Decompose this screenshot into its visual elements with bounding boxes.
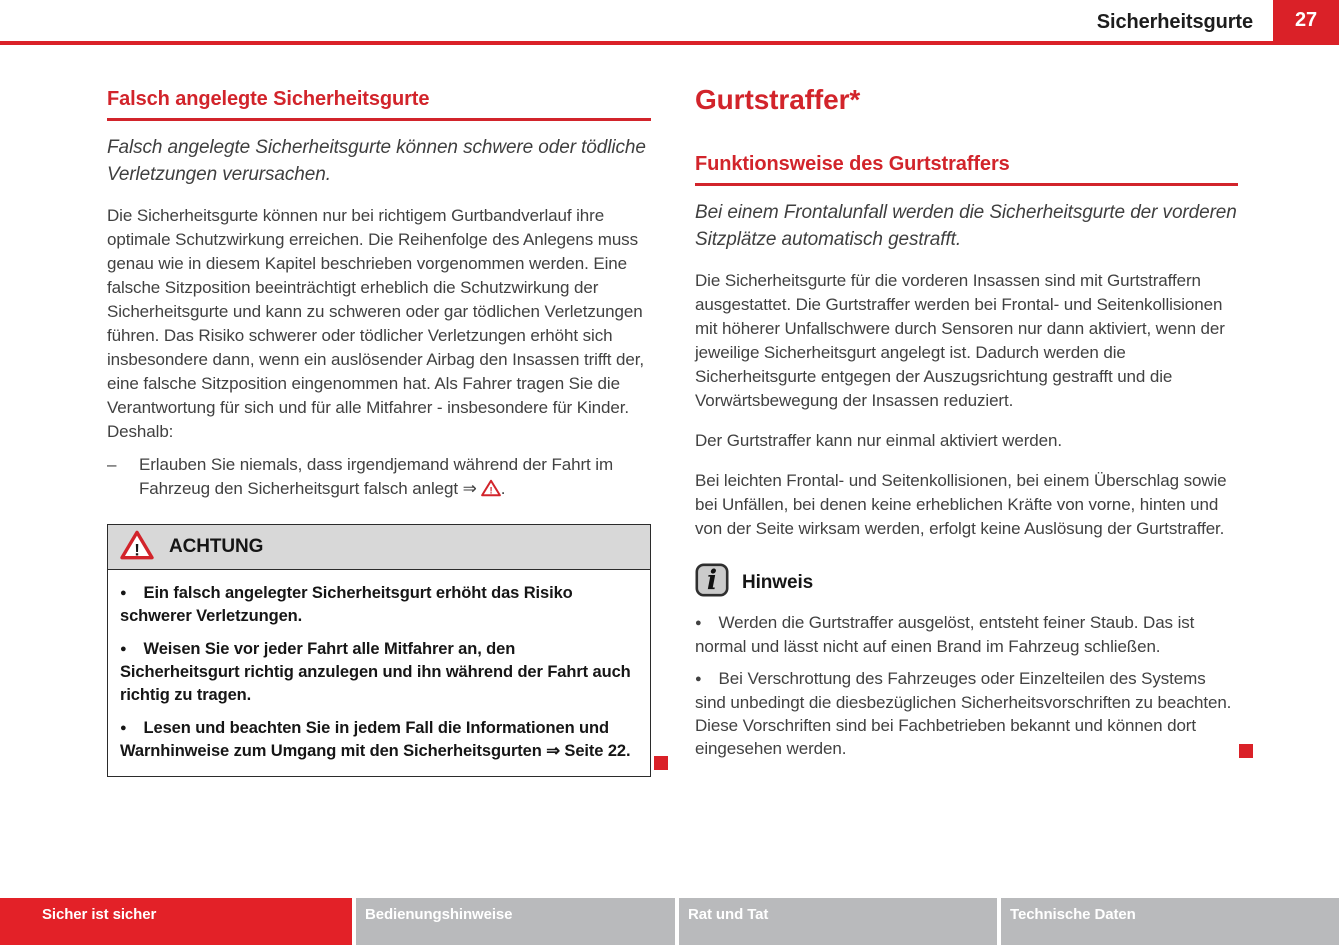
dash-item-suffix: . (500, 479, 506, 498)
note-item: ● Werden die Gurtstraffer ausgelöst, entsteht feiner Staub. Das ist normal und lässt nicht auf einen Brand im Fahrzeug schließen. (695, 613, 1195, 656)
info-icon (695, 563, 729, 602)
header-section-title: Sicherheitsgurte (1096, 11, 1253, 33)
bullet-dot: ● (120, 587, 127, 599)
svg-text:!: ! (134, 539, 140, 559)
note-title: Hinweis (742, 571, 814, 593)
bullet-dot: ● (695, 617, 702, 629)
note-item: ● Bei Verschrottung des Fahrzeuges oder Einzelteilen des Systems sind unbedingt die diesbezüglichen Sicherheitsvorschriften zu beachten. Diese Vorschriften sind bei Fachbetrieben bekannt und können dort eingesehen werden. (695, 667, 1238, 760)
warning-item: ● Ein falsch angelegter Sicherheitsgurt erhöht das Risiko schwerer Verletzungen. (120, 584, 573, 625)
dash-item-text: Erlauben Sie niemals, dass irgendjemand während der Fahrt im Fahrzeug den Sicherheitsgurt falsch anlegt ⇒ ! . (139, 453, 651, 504)
left-column (107, 88, 651, 777)
svg-text:i: i (706, 565, 718, 596)
red-square-marker (1239, 744, 1253, 758)
left-body-paragraph: Die Sicherheitsgurte können nur bei richtigem Gurtbandverlauf ihre optimale Schutzwirkung erreichen. Die Reihenfolge des Anlegens muss genau wie in diesem Kapitel beschrieben vorgenommen werden. Eine falsche Sitzposition beeinträchtigt erheblich die Schutzwirkung der Sicherheitsgurte und kann zu schweren oder gar tödlichen Verletzungen führen. Das Risiko schwerer oder tödlicher Verletzungen erhöht sich insbesondere dann, wenn ein auslösender Airbag den Insassen trifft der, eine falsche Sitzposition eingenommen hat. Als Fahrer tragen Sie die Verantwortung für sich und für alle Mitfahrer - insbesondere für Kinder. Deshalb: (107, 206, 644, 441)
bullet-dot: ● (120, 722, 127, 734)
dash-list-item (107, 453, 651, 504)
bullet-dot: ● (120, 643, 127, 655)
right-section-heading: Funktionsweise des Gurtstraffers (695, 153, 1238, 186)
svg-text:!: ! (489, 485, 493, 497)
left-section-heading: Falsch angelegte Sicherheitsgurte (107, 88, 651, 121)
chapter-heading: Gurtstraffer* (695, 84, 861, 115)
note-header (695, 563, 1238, 602)
dash-bullet: – (107, 455, 117, 474)
footer-nav (0, 898, 1339, 945)
footer-tab-rat-und-tat[interactable]: Rat und Tat (679, 898, 997, 945)
right-column (695, 84, 1238, 760)
right-body-paragraph: Bei leichten Frontal- und Seitenkollisionen, bei einem Überschlag sowie bei Unfällen, bei denen keine erheblichen Kräfte von vorne, hinten und von der Seite wirksam werden, erfolgt keine Auslösung der Gurtstraffer. (695, 471, 1227, 538)
warning-triangle-icon (120, 530, 154, 565)
warning-box-title: ACHTUNG (169, 536, 264, 557)
footer-tab-bedienungshinweise[interactable]: Bedienungshinweise (356, 898, 675, 945)
warning-box-header (108, 525, 650, 570)
right-body-paragraph: Der Gurtstraffer kann nur einmal aktiviert werden. (695, 431, 1062, 450)
red-square-marker (654, 756, 668, 770)
warning-item: ● Weisen Sie vor jeder Fahrt alle Mitfahrer an, den Sicherheitsgurt richtig anzulegen und ihn während der Fahrt auch richtig zu tragen. (120, 640, 631, 704)
footer-tab-sicher-ist-sicher[interactable]: Sicher ist sicher (0, 898, 352, 945)
warning-item: ● Lesen und beachten Sie in jedem Fall die Informationen und Warnhinweise zum Umgang mit den Sicherheitsgurten ⇒ Seite 22. (120, 719, 631, 760)
inline-warning-triangle-icon (481, 479, 501, 504)
right-body-paragraph: Die Sicherheitsgurte für die vorderen Insassen sind mit Gurtstraffern ausgestattet. Die Gurtstraffer werden bei Frontal- und Seitenkollisionen mit höherer Unfallschwere durch Sensoren nur dann aktiviert, wenn der jeweilige Sicherheitsgurt angelegt ist. Dadurch werden die Sicherheitsgurte entgegen der Auszugsrichtung gestrafft und die Vorwärtsbewegung der Insassen reduziert. (695, 271, 1225, 410)
warning-box-wrapper (107, 524, 651, 777)
left-lead-text: Falsch angelegte Sicherheitsgurte können schwere oder tödliche Verletzungen verursachen. (107, 137, 646, 185)
warning-box (107, 524, 651, 777)
bullet-dot: ● (695, 673, 702, 685)
right-lead-text: Bei einem Frontalunfall werden die Sicherheitsgurte der vorderen Sitzplätze automatisch gestrafft. (695, 202, 1237, 250)
page-number-badge (1273, 0, 1339, 41)
page-number: 27 (1294, 9, 1318, 31)
warning-box-body (108, 570, 650, 776)
header-rule (0, 41, 1339, 45)
footer-tab-technische-daten[interactable]: Technische Daten (1001, 898, 1339, 945)
